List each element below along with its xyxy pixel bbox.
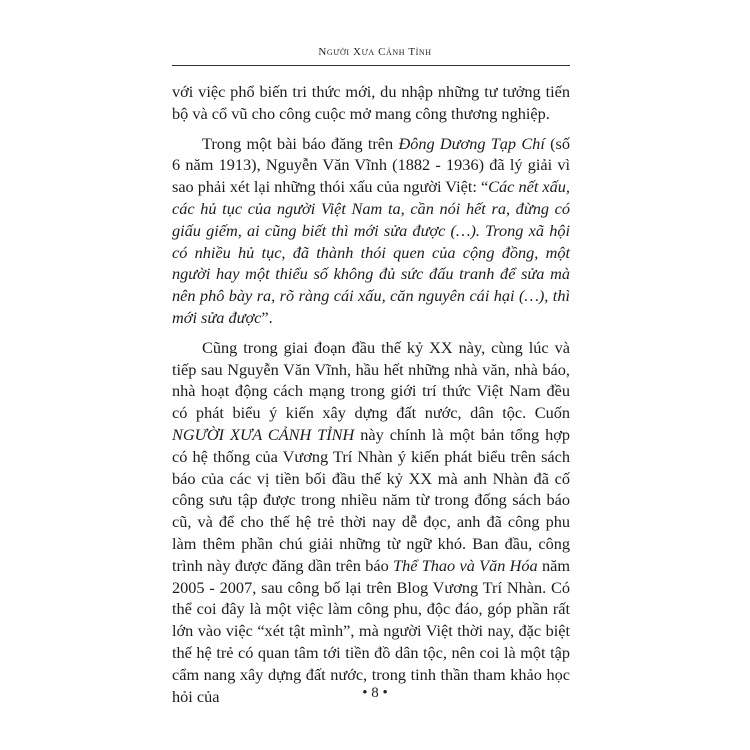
text-span: Cũng trong giai đoạn đầu thế kỷ XX này, cùng lúc và tiếp sau Nguyễn Văn Vĩnh, hầu hết những nhà văn, nhà báo, nhà hoạt động cách mạng trong giới trí thức Việt Nam đều có phát biểu ý kiến xây dựng đất nước, dân tộc. Cuốn bbox=[172, 337, 570, 423]
italic-title: Thể Thao và Văn Hóa bbox=[393, 555, 538, 575]
paragraph-3 bbox=[172, 337, 570, 708]
text-span: này chính là một bản tổng hợp có hệ thống của Vương Trí Nhàn ý kiến phát biểu trên sách báo của các vị tiền bối đầu thế kỷ XX mà anh Nhàn đã cố công sưu tập được trong nhiều năm từ trong đống sách báo cũ, và để cho thế hệ trẻ thời nay dễ đọc, anh đã công phu làm thêm phần chú giải những từ ngữ khó. Ban đầu, công trình này được đăng dần trên báo bbox=[172, 424, 571, 575]
text-span: năm 2005 - 2007, sau công bố lại trên Blog Vương Trí Nhàn. Có thể coi đây là một việc làm công phu, độc đáo, góp phần rất lớn vào việc “xét tật mình”, mà người Việt thời nay, đặc biệt thế hệ trẻ có quan tâm tới tiền đồ dân tộc, nên coi là một tập cẩm nang xây dựng đất nước, trong tinh thần tham khảo học hỏi của bbox=[172, 555, 571, 706]
header-rule bbox=[172, 65, 570, 66]
text-span: (số 6 năm 1913), Nguyễn Văn Vĩnh (1882 - 1936) đã lý giải vì sao phải xét lại những thói xấu của người Việt: “ bbox=[172, 133, 571, 197]
italic-title: NGƯỜI XƯA CẢNH TỈNH bbox=[172, 424, 355, 444]
text-span: ”. bbox=[261, 307, 273, 327]
running-header: Người Xưa Cảnh Tỉnh bbox=[318, 46, 432, 58]
paragraph-2 bbox=[172, 133, 570, 329]
body-text bbox=[172, 81, 570, 707]
italic-quote: Các nết xấu, các hủ tục của người Việt Nam ta, cần nói hết ra, đừng có giấu giếm, ai cũng biết thì mới sửa được (…). Trong xã hội có nhiều hủ tục, đã thành thói quen của cộng đồng, một người hay một thiểu số không đủ sức đấu tranh để sửa mà nên phô bày ra, rõ ràng cái xấu, căn nguyên cái hại (…), thì mới sửa được bbox=[172, 177, 571, 327]
page-number: • 8 • bbox=[362, 685, 388, 701]
italic-title: Đông Dương Tạp Chí bbox=[398, 133, 545, 153]
paragraph-1: với việc phổ biến tri thức mới, du nhập những tư tưởng tiến bộ và cổ vũ cho công cuộc mở mang công thương nghiệp. bbox=[172, 82, 570, 123]
text-span: Trong một bài báo đăng trên bbox=[202, 133, 399, 153]
